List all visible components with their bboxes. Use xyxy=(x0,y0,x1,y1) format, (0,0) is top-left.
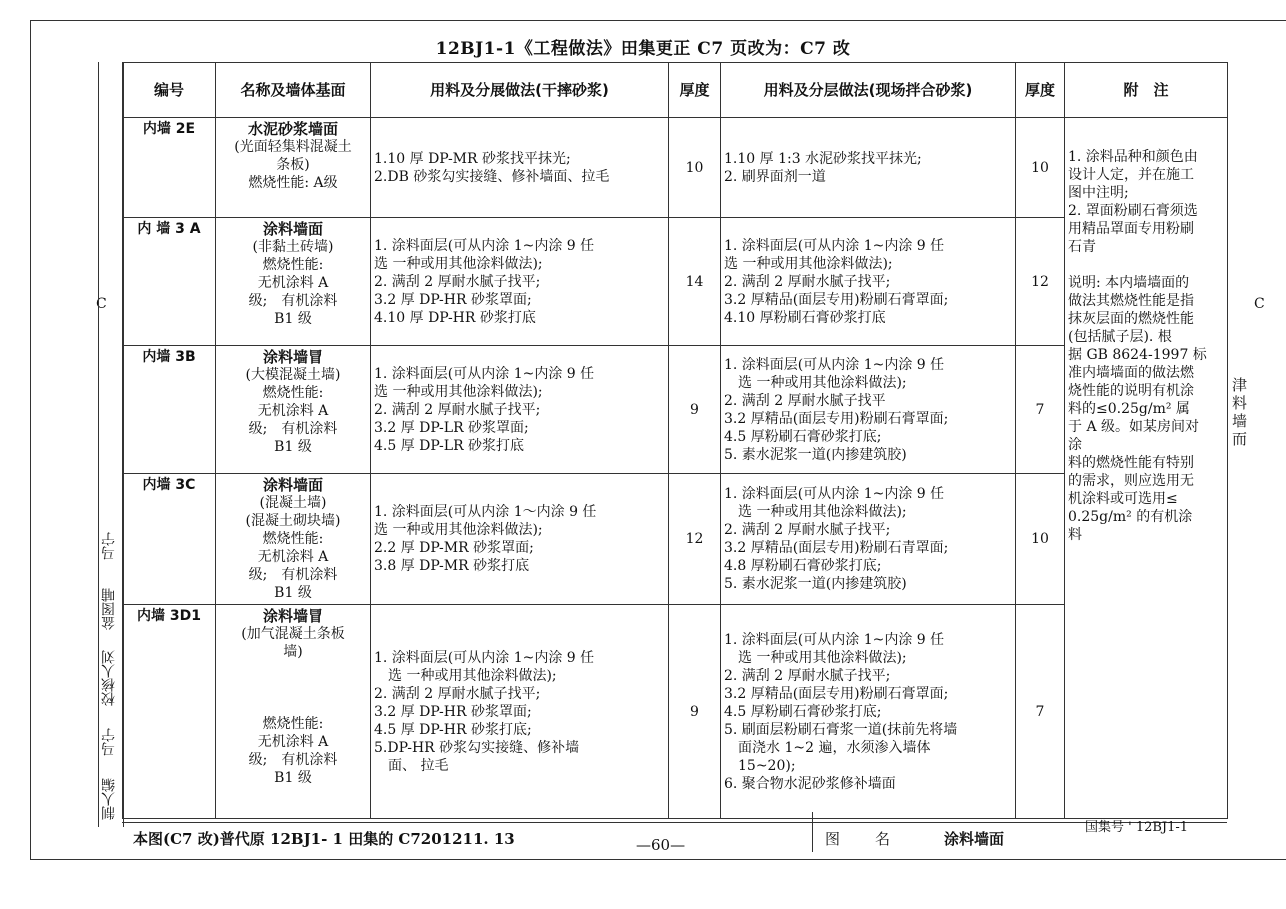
table-header-row xyxy=(123,63,1228,118)
dry-thickness: 9 xyxy=(669,346,721,474)
layer-line: 选 一种或用其他涂料做法); xyxy=(724,504,907,520)
row-base-line: 燃烧性能: xyxy=(262,385,324,401)
margin-mark-left: C xyxy=(96,296,107,312)
row-base-line: (混凝土砌块墙) xyxy=(245,513,341,529)
strip-label-compiler: 制人编 xyxy=(101,778,117,820)
table-row xyxy=(123,118,1228,218)
layer-line: 4.10 厚 DP-HR 砂浆打底 xyxy=(374,309,536,326)
layer-line: 5. 素水泥浆一道(内掺建筑胶) xyxy=(724,446,907,463)
layer-line: 3.2 厚精品(面层专用)粉刷石青罩面; xyxy=(724,540,949,556)
site-thickness: 12 xyxy=(1016,218,1065,346)
site-layers-cell xyxy=(721,118,1016,218)
dry-thickness: 12 xyxy=(669,474,721,605)
row-base-line: 级; 有机涂料 xyxy=(248,567,338,583)
page-title: 12BJ1-1《工程做法》田集更正 C7 页改为：C7 改 xyxy=(435,39,851,59)
row-base-line xyxy=(219,661,367,679)
table-row xyxy=(123,346,1228,474)
layer-line: 3.2 厚 DP-LR 砂浆罩面; xyxy=(374,419,529,436)
row-base-line xyxy=(219,679,367,697)
layer-line: 2. 满刮 2 厚耐水腻子找平; xyxy=(374,273,541,290)
row-base-line: 条板) xyxy=(276,157,310,173)
row-base-line: B1 级 xyxy=(274,439,312,455)
note-line: 说明: 本内墙墙面的 xyxy=(1068,275,1190,291)
site-thickness: 7 xyxy=(1016,346,1065,474)
layer-line: 5. 刷面层粉刷石膏浆一道(抹前先将墙 xyxy=(724,721,958,738)
note-line: 准内墙墙面的做法燃 xyxy=(1068,365,1194,381)
layer-line: 选 一种或用其他涂料做法); xyxy=(724,374,907,391)
layer-line: 面、 拉毛 xyxy=(374,757,449,774)
note-line: 图中注明; xyxy=(1068,185,1129,201)
row-base-line: 燃烧性能: xyxy=(262,257,324,273)
layer-line: 3.2 厚 DP-HR 砂浆罩面; xyxy=(374,291,532,308)
site-layers-cell xyxy=(721,346,1016,474)
row-base-line: (混凝土墙) xyxy=(259,495,327,511)
note-line: 用精品罩面专用粉刷 xyxy=(1068,221,1194,237)
site-thickness: 10 xyxy=(1016,474,1065,605)
row-base-line: 级; 有机涂料 xyxy=(248,293,338,309)
note-line: 涂 xyxy=(1068,437,1082,453)
dry-layers-cell xyxy=(371,118,669,218)
table-row xyxy=(123,605,1228,819)
row-base-line: B1 级 xyxy=(274,585,312,601)
row-name: 涂料墙冒 xyxy=(262,348,323,366)
layer-line: 2. 满刮 2 厚耐水腻子找平; xyxy=(724,667,891,684)
layer-line: 5. 素水泥浆一道(内掺建筑胶) xyxy=(724,576,907,592)
layer-line: 3.2 厚精品(面层专用)粉刷石膏罩面; xyxy=(724,291,949,308)
dry-thickness: 14 xyxy=(669,218,721,346)
layer-line: 4.5 厚粉刷石膏砂浆打底; xyxy=(724,703,882,720)
layer-line: 6. 聚合物水泥砂浆修补墙面 xyxy=(724,775,896,792)
dry-layers-cell xyxy=(371,346,669,474)
layer-line: 5.DP-HR 砂浆勾实接缝、修补墙 xyxy=(374,739,580,756)
note-line: 设计人定，并在施工 xyxy=(1068,167,1194,183)
page-number: —60— xyxy=(636,836,686,854)
row-base-line: (加气混凝土条板 xyxy=(241,626,345,642)
layer-line: 2.DB 砂浆勾实接缝、修补墙面、拉毛 xyxy=(374,168,610,185)
side-note: 津料墙而 xyxy=(1232,376,1248,448)
footer-divider xyxy=(812,812,813,852)
layer-line: 4.5 厚 DP-HR 砂浆打底; xyxy=(374,721,532,738)
row-base-line: 级; 有机涂料 xyxy=(248,752,338,768)
figure-title: 涂料墙面 xyxy=(944,830,1005,848)
layer-line: 1. 涂料面层(可从内涂 1~内涂 9 任 xyxy=(724,631,945,648)
note-line: 的需求，则应选用无 xyxy=(1068,473,1194,489)
header-notes: 附 注 xyxy=(1065,63,1228,118)
row-name-cell xyxy=(216,218,371,346)
footer-rule xyxy=(122,822,1227,823)
header-site-thickness: 厚度 xyxy=(1016,63,1065,118)
strip-label-designer: 马宁 xyxy=(101,532,117,560)
layer-line: 1. 涂料面层(可从内涂 1~内涂 9 任 xyxy=(374,237,595,254)
layer-line: 15~20); xyxy=(724,757,796,774)
atlas-number: 国集号 ' 12BJ1-1 xyxy=(1085,820,1189,835)
strip-label-drawing: 盆图哺 xyxy=(101,588,117,630)
layer-line: 选 一种或用其他涂料做法); xyxy=(724,255,893,272)
row-base-line: 燃烧性能: A级 xyxy=(248,175,338,191)
layer-line: 1. 涂料面层(可从内涂 1~内涂 9 任 xyxy=(374,365,595,382)
layer-line: 3.2 厚精品(面层专用)粉刷石膏罩面; xyxy=(724,685,949,702)
note-line: 料的≤0.25g/m² 属 xyxy=(1068,401,1190,417)
row-base-line: 无机涂料 A xyxy=(257,275,329,291)
row-base-line: (光面轻集料混凝土 xyxy=(234,139,352,155)
layer-line: 1. 涂料面层(可从内涂 1~内涂 9 任 xyxy=(374,649,595,666)
layer-line: 1. 涂料面层(可从内涂 1~内涂 9 任 xyxy=(724,486,945,502)
table-row xyxy=(123,474,1228,605)
layer-line: 选 一种或用其他涂料做法); xyxy=(374,667,557,684)
layer-line: 1. 涂料面层(可从内涂 1~内涂 9 任 xyxy=(724,237,945,254)
layer-line: 选 一种或用其他涂料做法); xyxy=(724,649,907,666)
notes-cell xyxy=(1065,118,1228,819)
dry-layers-cell xyxy=(371,474,669,605)
row-code: 内墙 2E xyxy=(123,118,216,218)
row-base-line: 燃烧性能: xyxy=(262,531,324,547)
layer-line: 2. 满刮 2 厚耐水腻子找平; xyxy=(724,522,891,538)
note-line xyxy=(1068,256,1224,274)
layer-line: 1.10 厚 1:3 水泥砂浆找平抹光; xyxy=(724,150,922,167)
row-name-cell xyxy=(216,605,371,819)
dry-thickness: 9 xyxy=(669,605,721,819)
row-base-line: (大模混凝土墙) xyxy=(245,367,341,383)
layer-line: 4.10 厚粉刷石膏砂浆打底 xyxy=(724,309,886,326)
layer-line: 选 一种或用其他涂料做法); xyxy=(374,255,543,272)
layer-line: 1. 涂料面层(可从内涂 1~内涂 9 任 xyxy=(724,356,945,373)
note-line: (包括腻子层). 根 xyxy=(1068,329,1172,345)
note-line: 烧性能的说明有机涂 xyxy=(1068,383,1194,399)
layer-line: 2. 刷界面剂一道 xyxy=(724,168,826,185)
row-base-line: (非黏土砖墙) xyxy=(252,239,334,255)
layer-line: 3.2 厚 DP-HR 砂浆罩面; xyxy=(374,703,532,720)
layer-line: 选 一种或用其他涂料做法); xyxy=(374,522,543,538)
layer-line: 1. 涂料面层(可从内涂 1～内涂 9 任 xyxy=(374,504,597,520)
row-base-line: B1 级 xyxy=(274,770,312,786)
site-layers-cell xyxy=(721,218,1016,346)
layer-line: 3.2 厚精品(面层专用)粉刷石膏罩面; xyxy=(724,410,949,427)
note-line: 料的燃烧性能有特别 xyxy=(1068,455,1194,471)
row-code: 内 墙 3 A xyxy=(123,218,216,346)
note-line: 抹灰层面的燃烧性能 xyxy=(1068,311,1194,327)
layer-line: 3.8 厚 DP-MR 砂浆打底 xyxy=(374,558,530,574)
row-name: 涂料墙冒 xyxy=(262,607,323,625)
row-base-line: 无机涂料 A xyxy=(257,734,329,750)
practice-table xyxy=(122,62,1228,819)
layer-line: 4.5 厚粉刷石膏砂浆打底; xyxy=(724,428,882,445)
layer-line: 2.2 厚 DP-MR 砂浆罩面; xyxy=(374,540,534,556)
strip-label-checker: 校核人刘 xyxy=(101,650,117,706)
layer-line: 选 一种或用其他涂料做法); xyxy=(374,383,543,400)
row-base-line: 燃烧性能: xyxy=(262,716,324,732)
row-code: 内墙 3C xyxy=(123,474,216,605)
layer-line: 1.10 厚 DP-MR 砂浆找平抹光; xyxy=(374,150,571,167)
layer-line: 4.8 厚粉刷石膏砂浆打底; xyxy=(724,558,882,574)
layer-line: 2. 满刮 2 厚耐水腻子找平 xyxy=(724,392,886,409)
row-name: 水泥砂浆墙面 xyxy=(247,120,338,138)
note-line: 1. 涂料品种和颜色由 xyxy=(1068,149,1198,165)
note-line: 于 A 级。如某房间对 xyxy=(1068,419,1200,435)
site-layers-cell xyxy=(721,474,1016,605)
header-dry-thickness: 厚度 xyxy=(669,63,721,118)
note-line: 机涂料或可选用≤ xyxy=(1068,491,1178,507)
layer-line: 2. 满刮 2 厚耐水腻子找平; xyxy=(374,685,541,702)
margin-mark-right: C xyxy=(1254,296,1265,312)
table-row xyxy=(123,218,1228,346)
row-code: 内墙 3D1 xyxy=(123,605,216,819)
row-name-cell xyxy=(216,118,371,218)
figure-name-label: 图 名 xyxy=(825,830,901,848)
header-dry-layers: 用料及分展做法(干摔砂浆) xyxy=(371,63,669,118)
row-base-line: 墙) xyxy=(283,644,303,660)
layer-line: 2. 满刮 2 厚耐水腻子找平; xyxy=(374,401,541,418)
row-code: 内墙 3B xyxy=(123,346,216,474)
row-name: 涂料墙面 xyxy=(262,220,323,238)
header-name: 名称及墙体基面 xyxy=(216,63,371,118)
note-line: 0.25g/m² 的有机涂 xyxy=(1068,509,1193,525)
layer-line: 面浇水 1~2 遍，水须渗入墙体 xyxy=(724,739,931,756)
dry-thickness: 10 xyxy=(669,118,721,218)
dry-layers-cell xyxy=(371,605,669,819)
note-line: 料 xyxy=(1068,527,1082,543)
note-line: 据 GB 8624-1997 标 xyxy=(1068,347,1207,363)
site-layers-cell xyxy=(721,605,1016,819)
note-line: 2. 罩面粉刷石膏须选 xyxy=(1068,203,1198,219)
site-thickness: 10 xyxy=(1016,118,1065,218)
row-base-line: 级; 有机涂料 xyxy=(248,421,338,437)
note-line: 石青 xyxy=(1068,239,1096,255)
row-name-cell xyxy=(216,474,371,605)
note-line: 做法其燃烧性能是指 xyxy=(1068,293,1194,309)
row-base-line: 无机涂料 A xyxy=(257,403,329,419)
layer-line: 2. 满刮 2 厚耐水腻子找平; xyxy=(724,273,891,290)
dry-layers-cell xyxy=(371,218,669,346)
site-thickness: 7 xyxy=(1016,605,1065,819)
row-base-line: 无机涂料 A xyxy=(257,549,329,565)
header-site-layers: 用料及分层做法(现场拌合砂浆) xyxy=(721,63,1016,118)
row-name-cell xyxy=(216,346,371,474)
row-name: 涂料墙面 xyxy=(262,476,323,494)
strip-label-name: 马宁 xyxy=(101,728,117,756)
layer-line: 4.5 厚 DP-LR 砂浆打底 xyxy=(374,437,525,454)
header-code: 编号 xyxy=(123,63,216,118)
row-base-line xyxy=(219,697,367,715)
signature-strip xyxy=(98,62,124,827)
row-base-line: B1 级 xyxy=(274,311,312,327)
footer-replacement-note: 本图(C7 改)普代原 12BJ1- 1 田集的 C7201211. 13 xyxy=(133,830,515,848)
